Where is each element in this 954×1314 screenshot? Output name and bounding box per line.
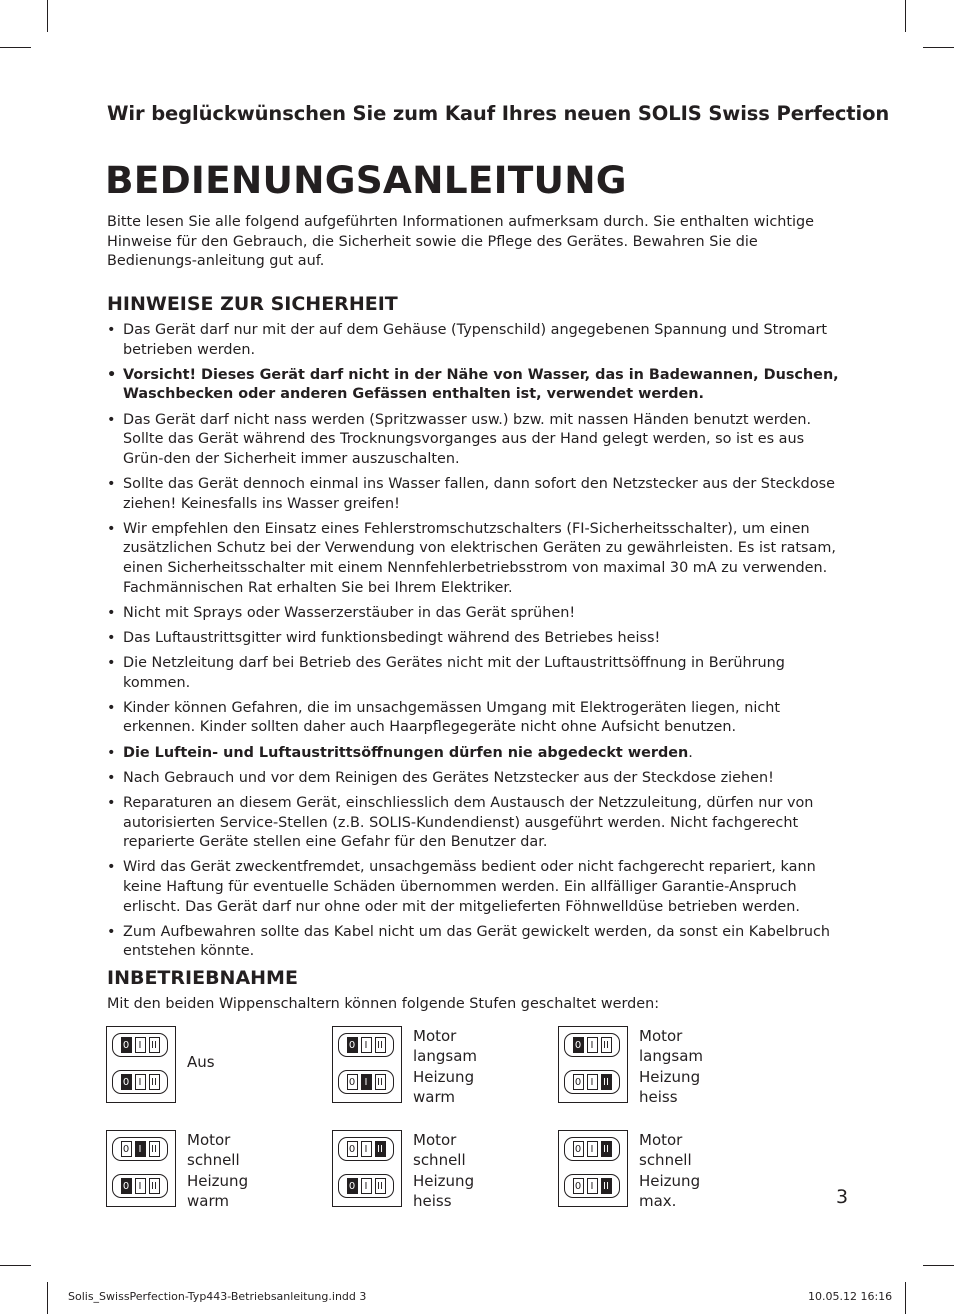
switch-position-two: II <box>601 1141 612 1157</box>
crop-mark <box>905 1282 906 1314</box>
motor-rocker-switch <box>338 1137 394 1161</box>
list-item: • Das Gerät darf nur mit der auf dem Gehäuse (Typenschild) angegebenen Spannung und Stromart betrieben werden. <box>107 321 849 360</box>
switch-position-off: 0 <box>573 1074 584 1090</box>
switch-position-two: II <box>149 1141 160 1157</box>
list-item: • Die Netzleitung darf bei Betrieb des Gerätes nicht mit der Luftaustrittsöffnung in Berührung kommen. <box>107 654 849 693</box>
rocker-switch-diagram <box>558 1026 628 1103</box>
rocker-switch-diagram <box>106 1130 176 1207</box>
setting-label: Motor langsam Heizung heiss <box>639 1027 704 1107</box>
heater-rocker-switch <box>338 1174 394 1198</box>
switch-position-two: II <box>149 1074 160 1090</box>
motor-rocker-switch <box>338 1033 394 1057</box>
switch-position-off: 0 <box>573 1178 584 1194</box>
switch-position-one: I <box>135 1037 146 1053</box>
list-item: • Das Gerät darf nicht nass werden (Spritzwasser usw.) bzw. mit nassen Händen benutzt werden. Sollte das Gerät während des Trocknungsvorganges aus der Hand gelegt werden, so ist es aus Grün-den der Sicherheit immer auszuschalten. <box>107 411 849 470</box>
switch-position-two: II <box>149 1178 160 1194</box>
operation-intro: Mit den beiden Wippenschaltern können folgende Stufen geschaltet werden: <box>107 996 660 1012</box>
setting-label: Motor schnell Heizung max. <box>639 1131 701 1211</box>
setting-label: Motor schnell Heizung heiss <box>413 1131 475 1211</box>
rocker-switch-diagram <box>332 1026 402 1103</box>
safety-list <box>107 321 849 968</box>
safety-heading: HINWEISE ZUR SICHERHEIT <box>107 293 398 315</box>
switch-setting <box>332 1130 552 1211</box>
rocker-switch-diagram <box>332 1130 402 1207</box>
footer-filename: Solis_SwissPerfection-Typ443-Betriebsanleitung.indd 3 <box>68 1290 367 1303</box>
motor-rocker-switch <box>564 1137 620 1161</box>
setting-label: Aus <box>187 1053 215 1071</box>
switch-position-one: I <box>361 1037 372 1053</box>
switch-position-two: II <box>375 1074 386 1090</box>
heater-rocker-switch <box>564 1070 620 1094</box>
crop-mark <box>923 47 954 48</box>
list-item: • Sollte das Gerät dennoch einmal ins Wasser fallen, dann sofort den Netzstecker aus der Steckdose ziehen! Keinesfalls ins Wasser greifen! <box>107 475 849 514</box>
list-item: • Nicht mit Sprays oder Wasserzerstäuber in das Gerät sprühen! <box>107 604 849 624</box>
switch-position-off: 0 <box>121 1141 132 1157</box>
list-item: • Wird das Gerät zweckentfremdet, unsachgemäss bedient oder nicht fachgerecht repariert, kann keine Haftung für eventuelle Schäden übernommen werden. Ein allfälliger Garantie-Anspruch erlischt. Das Gerät darf nur ohne oder mit der mitgelieferten Föhnwelldüse betrieben werden. <box>107 858 849 917</box>
motor-rocker-switch <box>112 1137 168 1161</box>
crop-mark <box>47 1282 48 1314</box>
switch-setting <box>332 1026 552 1107</box>
list-item-suffix: . <box>688 744 693 761</box>
switch-position-two: II <box>149 1037 160 1053</box>
rocker-switch-diagram <box>106 1026 176 1103</box>
switch-position-one: I <box>361 1074 372 1090</box>
switch-position-one: I <box>135 1141 146 1157</box>
switch-position-one: I <box>135 1178 146 1194</box>
list-item: • Nach Gebrauch und vor dem Reinigen des Gerätes Netzstecker aus der Steckdose ziehen! <box>107 769 849 789</box>
list-item <box>107 744 849 764</box>
switch-setting <box>106 1026 326 1104</box>
switch-position-off: 0 <box>121 1037 132 1053</box>
list-item-emphasis: Die Luftein- und Luftaustrittsöffnungen dürfen nie abgedeckt werden <box>123 744 689 761</box>
crop-mark <box>47 0 48 32</box>
switch-position-off: 0 <box>347 1037 358 1053</box>
setting-label: Motor schnell Heizung warm <box>187 1131 249 1211</box>
crop-mark <box>0 1265 31 1266</box>
switch-settings-grid <box>106 1026 806 1211</box>
motor-rocker-switch <box>564 1033 620 1057</box>
switch-position-two: II <box>375 1178 386 1194</box>
switch-setting <box>558 1026 778 1107</box>
switch-position-two: II <box>601 1178 612 1194</box>
rocker-switch-diagram <box>558 1130 628 1207</box>
list-item: • Kinder können Gefahren, die im unsachgemässen Umgang mit Elektrogeräten liegen, nicht erkennen. Kinder sollten daher auch Haarpflegegeräte nicht ohne Aufsicht benutzen. <box>107 699 849 738</box>
heater-rocker-switch <box>112 1174 168 1198</box>
switch-position-one: I <box>587 1178 598 1194</box>
heater-rocker-switch <box>112 1070 168 1094</box>
switch-position-one: I <box>587 1074 598 1090</box>
switch-setting <box>558 1130 778 1211</box>
switch-position-two: II <box>375 1141 386 1157</box>
switch-position-one: I <box>587 1037 598 1053</box>
list-item: • Zum Aufbewahren sollte das Kabel nicht um das Gerät gewickelt werden, da sonst ein Kabelbruch entstehen könnte. <box>107 923 849 962</box>
page-title: BEDIENUNGSANLEITUNG <box>105 158 627 202</box>
switch-position-off: 0 <box>573 1037 584 1053</box>
list-item: • Wir empfehlen den Einsatz eines Fehlerstromschutzschalters (FI-Sicherheitsschalter), um einen zusätzlichen Schutz bei der Verwendung von elektrischen Geräten zu gewährleisten. Es ist ratsam, einen Sicherheitsschalter mit einem Nennfehlerbetriebsstrom von maximal 30 mA zu verwenden. Fachmännischen Rat erhalten Sie bei Ihrem Elektriker. <box>107 520 849 598</box>
switch-position-one: I <box>361 1141 372 1157</box>
switch-position-off: 0 <box>347 1178 358 1194</box>
page-subtitle: Wir beglückwünschen Sie zum Kauf Ihres neuen SOLIS Swiss Perfection <box>107 102 890 125</box>
footer-timestamp: 10.05.12 16:16 <box>808 1290 893 1303</box>
setting-label: Motor langsam Heizung warm <box>413 1027 478 1107</box>
heater-rocker-switch <box>564 1174 620 1198</box>
list-item: • Reparaturen an diesem Gerät, einschliesslich dem Austausch der Netzzuleitung, dürfen nur von autorisierten Service-Stellen (z.B. SOLIS-Kundendienst) ausgeführt werden. Nicht fachgerecht reparierte Geräte stellen eine Gefahr für den Benutzer dar. <box>107 794 849 853</box>
heater-rocker-switch <box>338 1070 394 1094</box>
switch-position-off: 0 <box>121 1178 132 1194</box>
switch-position-two: II <box>375 1037 386 1053</box>
switch-position-two: II <box>601 1037 612 1053</box>
switch-position-one: I <box>587 1141 598 1157</box>
switch-position-off: 0 <box>121 1074 132 1090</box>
page-number: 3 <box>836 1186 849 1208</box>
crop-mark <box>905 0 906 32</box>
motor-rocker-switch <box>112 1033 168 1057</box>
operation-heading: INBETRIEBNAHME <box>107 967 298 989</box>
switch-position-two: II <box>601 1074 612 1090</box>
intro-paragraph: Bitte lesen Sie alle folgend aufgeführten Informationen aufmerksam durch. Sie enthalten wichtige Hinweise für den Gebrauch, die Sicherheit sowie die Pflege des Gerätes. Bewahren Sie die Bedienungs-anleitung gut auf. <box>107 214 815 270</box>
switch-position-one: I <box>135 1074 146 1090</box>
list-item: • Das Luftaustrittsgitter wird funktionsbedingt während des Betriebes heiss! <box>107 629 849 649</box>
switch-position-off: 0 <box>573 1141 584 1157</box>
switch-position-off: 0 <box>347 1141 358 1157</box>
switch-position-off: 0 <box>347 1074 358 1090</box>
crop-mark <box>0 47 31 48</box>
list-item: • Vorsicht! Dieses Gerät darf nicht in der Nähe von Wasser, das in Badewannen, Duschen, Waschbecken oder anderen Gefässen enthalten ist, verwendet werden. <box>107 366 849 405</box>
crop-mark <box>923 1265 954 1266</box>
switch-position-one: I <box>361 1178 372 1194</box>
switch-setting <box>106 1130 326 1211</box>
